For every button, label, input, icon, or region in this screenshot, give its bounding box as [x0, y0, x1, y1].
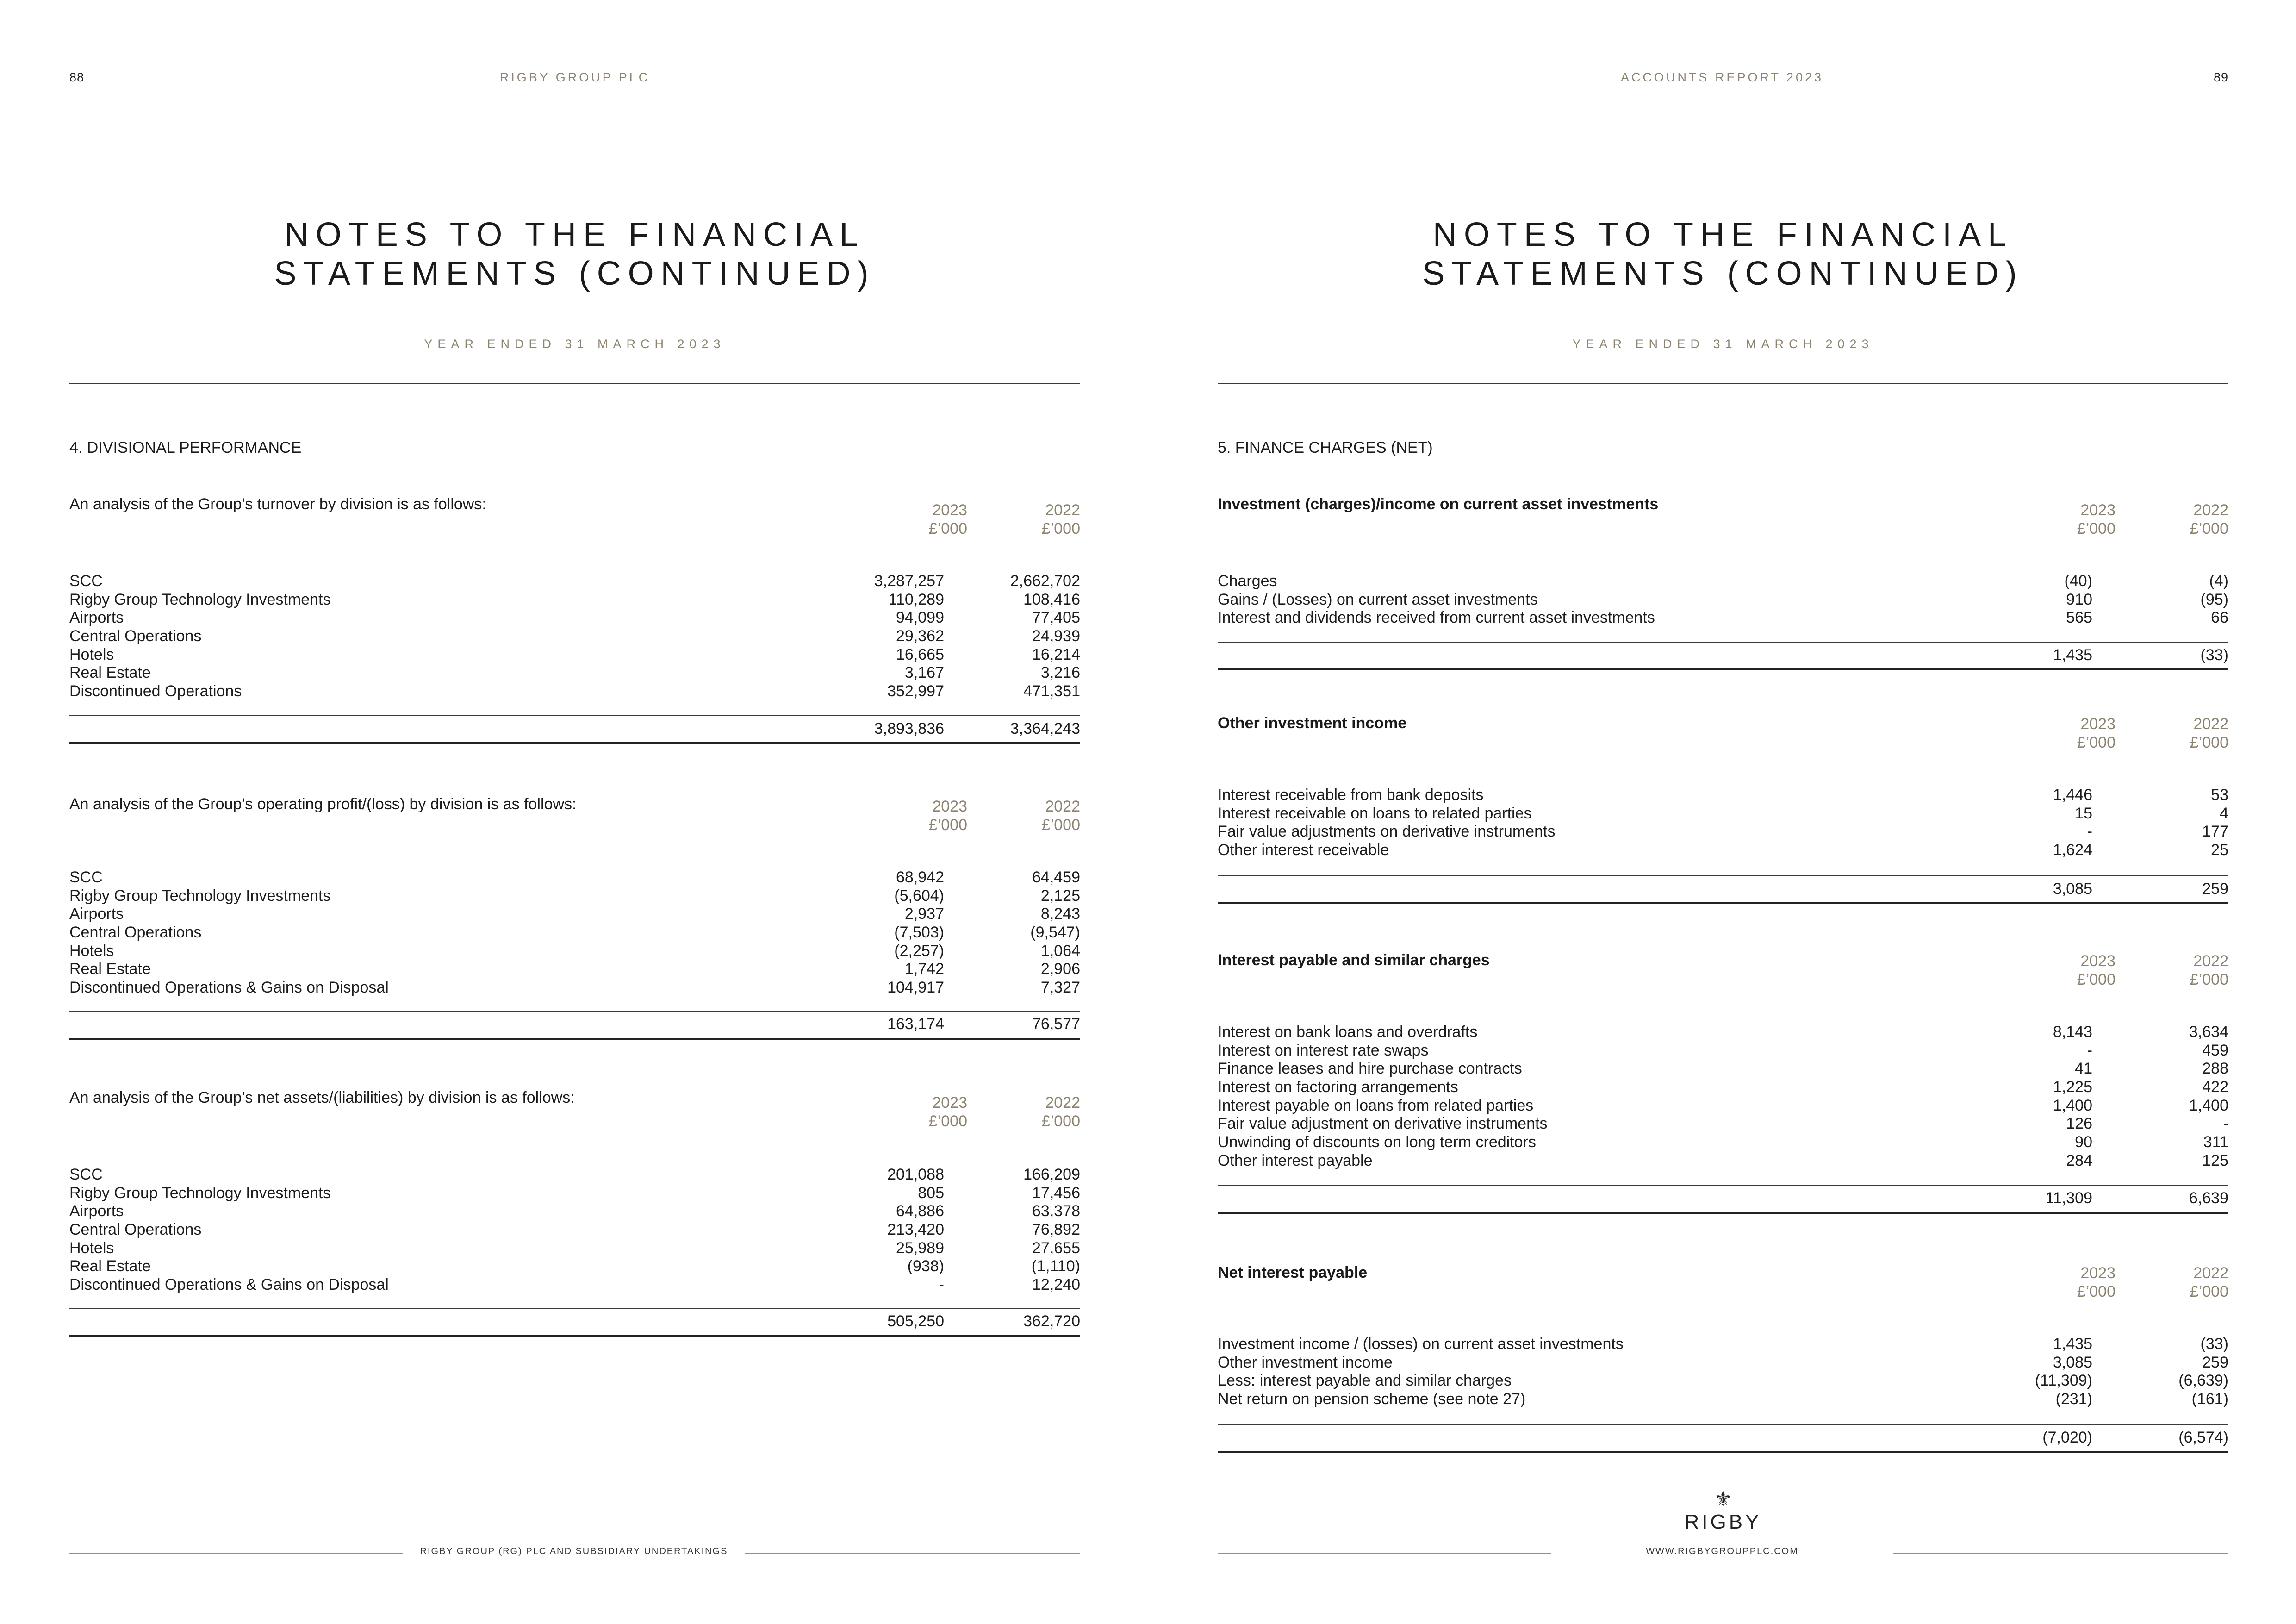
footer-rule-right [745, 1553, 1080, 1554]
column-year: 2022 [1045, 501, 1080, 519]
table-row [69, 960, 1080, 979]
column-header-2022 [2136, 1264, 2228, 1301]
value-2022: 3,216 [1040, 664, 1080, 682]
total-rule [1218, 902, 2228, 904]
column-unit: £’000 [2077, 971, 2116, 988]
value-2023: 2,937 [904, 905, 944, 923]
row-label: SCC [69, 868, 103, 886]
value-2022: - [2223, 1115, 2228, 1133]
row-label: Gains / (Losses) on current asset investments [1218, 590, 1538, 608]
total-2023: 1,435 [2053, 646, 2092, 664]
table-heading: Net interest payable [1218, 1264, 1368, 1281]
value-2023: 104,917 [887, 979, 944, 997]
total-2023: 3,085 [2053, 880, 2092, 898]
value-2022: 16,214 [1032, 645, 1080, 663]
column-header-2022 [2136, 501, 2228, 538]
value-2023: 3,167 [904, 664, 944, 682]
row-label: Rigby Group Technology Investments [69, 590, 331, 608]
value-2022: (33) [2200, 1335, 2228, 1353]
running-head: RIGBY GROUP PLC [499, 70, 650, 84]
table-row [69, 942, 1080, 961]
subtotal-rule [69, 1011, 1080, 1012]
value-2022: 2,125 [1040, 887, 1080, 905]
table-row [1218, 591, 2228, 609]
table-row [1218, 1078, 2228, 1097]
value-2022: 288 [2202, 1060, 2228, 1078]
value-2023: 3,085 [2053, 1353, 2092, 1371]
total-rule [1218, 668, 2228, 670]
column-unit: £’000 [2190, 734, 2228, 751]
table-total-row [1218, 1428, 2228, 1447]
column-header-2022 [2136, 715, 2228, 752]
value-2023: 1,446 [2053, 786, 2092, 804]
value-2023: 213,420 [887, 1221, 944, 1239]
column-year: 2023 [932, 501, 967, 519]
value-2023: 90 [2075, 1133, 2092, 1151]
column-header-2023 [2023, 1264, 2116, 1301]
row-label: Net return on pension scheme (see note 27) [1218, 1390, 1526, 1408]
table-total-row [69, 1312, 1080, 1330]
note-heading: 4. DIVISIONAL PERFORMANCE [69, 439, 302, 456]
value-2022: 63,378 [1032, 1202, 1080, 1220]
table-rows [1218, 786, 2228, 860]
value-2023: - [939, 1276, 944, 1294]
row-label: Rigby Group Technology Investments [69, 887, 331, 905]
table-row [69, 572, 1080, 591]
row-label: Other interest receivable [1218, 841, 1389, 859]
total-2023: 11,309 [2045, 1189, 2092, 1207]
value-2023: 29,362 [896, 627, 944, 645]
page-number: 88 [69, 70, 85, 84]
value-2022: (6,639) [2178, 1372, 2228, 1390]
column-header-2022 [2136, 952, 2228, 989]
row-label: Interest receivable from bank deposits [1218, 786, 1484, 804]
table-row [69, 887, 1080, 906]
row-label: Discontinued Operations & Gains on Disposal [69, 1276, 389, 1294]
column-unit: £’000 [928, 816, 967, 834]
value-2022: 53 [2211, 786, 2228, 804]
table-rows [1218, 572, 2228, 627]
value-2022: 1,400 [2189, 1096, 2228, 1114]
value-2023: 15 [2075, 804, 2092, 822]
value-2023: 41 [2075, 1060, 2092, 1078]
header-divider [1218, 383, 2228, 384]
row-label: Other interest payable [1218, 1151, 1373, 1169]
table-row [69, 609, 1080, 627]
table-intro: An analysis of the Group’s operating profit/(loss) by division is as follows: [69, 795, 577, 813]
table-row [69, 1239, 1080, 1258]
column-header-2022 [988, 797, 1080, 834]
value-2023: (2,257) [894, 942, 944, 960]
table-row [1218, 1060, 2228, 1078]
column-year: 2023 [932, 798, 967, 815]
value-2023: 201,088 [887, 1166, 944, 1183]
row-label: SCC [69, 1166, 103, 1183]
row-label: Discontinued Operations [69, 682, 242, 700]
value-2022: 66 [2211, 609, 2228, 627]
title-line-1: NOTES TO THE FINANCIAL [284, 216, 865, 253]
table-row [69, 1166, 1080, 1184]
table-row [1218, 1152, 2228, 1170]
row-label: Real Estate [69, 664, 151, 682]
total-rule [1218, 1212, 2228, 1214]
value-2022: 311 [2203, 1133, 2228, 1151]
row-label: Interest on bank loans and overdrafts [1218, 1023, 1478, 1041]
table-total-row [1218, 646, 2228, 664]
table-row [1218, 1115, 2228, 1133]
column-year: 2022 [2193, 501, 2228, 519]
column-unit: £’000 [1041, 520, 1080, 537]
value-2023: 910 [2066, 590, 2092, 608]
total-rule [69, 1335, 1080, 1337]
value-2022: 2,906 [1040, 960, 1080, 978]
table-row [1218, 572, 2228, 591]
value-2023: 1,624 [2053, 841, 2092, 859]
column-year: 2022 [2193, 952, 2228, 970]
title-line-2: STATEMENTS (CONTINUED) [274, 255, 876, 292]
page-title [1218, 215, 2228, 293]
column-header-2023 [2023, 952, 2116, 989]
total-2022: 76,577 [1032, 1015, 1080, 1033]
footer-website: WWW.RIGBYGROUPPLC.COM [1646, 1546, 1798, 1556]
value-2022: (9,547) [1030, 924, 1080, 942]
table-row [69, 868, 1080, 887]
table-row [69, 979, 1080, 997]
value-2023: 1,435 [2053, 1335, 2092, 1353]
row-label: Hotels [69, 1239, 114, 1257]
table-row [1218, 1354, 2228, 1372]
subtotal-rule [69, 1308, 1080, 1309]
value-2023: 25,989 [896, 1239, 944, 1257]
value-2022: (95) [2200, 590, 2228, 608]
table-row [69, 627, 1080, 646]
column-unit: £’000 [928, 520, 967, 537]
value-2023: (231) [2055, 1390, 2092, 1408]
rigby-logo [1640, 1488, 1806, 1534]
row-label: Interest on interest rate swaps [1218, 1041, 1429, 1059]
table-row [69, 1202, 1080, 1221]
total-rule [69, 742, 1080, 744]
table-row [1218, 1372, 2228, 1390]
total-2023: 505,250 [887, 1312, 944, 1330]
table-rows [69, 868, 1080, 997]
value-2022: 64,459 [1032, 868, 1080, 886]
column-unit: £’000 [2190, 520, 2228, 537]
row-label: Investment income / (losses) on current asset investments [1218, 1335, 1624, 1353]
table-row [69, 1276, 1080, 1294]
column-unit: £’000 [2077, 734, 2116, 751]
value-2022: 3,634 [2189, 1023, 2228, 1041]
value-2022: 2,662,702 [1010, 572, 1080, 590]
total-2022: (6,574) [2178, 1429, 2228, 1446]
table-rows [69, 572, 1080, 701]
table-row [1218, 1335, 2228, 1354]
footer-rule-right [1893, 1553, 2228, 1554]
column-unit: £’000 [2190, 1283, 2228, 1300]
table-row [69, 1184, 1080, 1203]
value-2022: 17,456 [1032, 1184, 1080, 1202]
title-line-2: STATEMENTS (CONTINUED) [1422, 255, 2024, 292]
column-unit: £’000 [2190, 971, 2228, 988]
subtotal-rule [1218, 642, 2228, 643]
column-header-2022 [988, 501, 1080, 538]
value-2022: 259 [2202, 1353, 2228, 1371]
logo-wordmark: RIGBY [1684, 1511, 1762, 1533]
table-row [1218, 1390, 2228, 1409]
column-header-2023 [875, 1093, 967, 1131]
column-year: 2022 [2193, 715, 2228, 733]
value-2022: 1,064 [1040, 942, 1080, 960]
column-header-2023 [875, 501, 967, 538]
value-2023: 565 [2066, 609, 2092, 627]
total-2023: 3,893,836 [874, 720, 944, 737]
total-2022: 259 [2202, 880, 2228, 898]
row-label: Other investment income [1218, 1353, 1393, 1371]
column-year: 2023 [2080, 1264, 2116, 1282]
value-2023: (938) [907, 1257, 944, 1275]
value-2023: (5,604) [894, 887, 944, 905]
total-2022: 3,364,243 [1010, 720, 1080, 737]
value-2022: 422 [2202, 1078, 2228, 1096]
table-row [69, 924, 1080, 942]
row-label: Central Operations [69, 1221, 202, 1239]
row-label: Unwinding of discounts on long term creditors [1218, 1133, 1536, 1151]
table-row [69, 591, 1080, 609]
column-unit: £’000 [2077, 520, 2116, 537]
value-2023: - [2087, 823, 2092, 841]
table-row [69, 664, 1080, 682]
row-label: Real Estate [69, 1257, 151, 1275]
right-page [1148, 0, 2296, 1624]
value-2023: 3,287,257 [874, 572, 944, 590]
table-row [69, 905, 1080, 924]
column-year: 2022 [1045, 1094, 1080, 1112]
row-label: Airports [69, 609, 124, 627]
value-2022: 25 [2211, 841, 2228, 859]
table-row [69, 682, 1080, 701]
value-2023: - [2087, 1041, 2092, 1059]
table-row [1218, 1042, 2228, 1060]
table-intro: An analysis of the Group’s turnover by division is as follows: [69, 495, 486, 513]
note-heading: 5. FINANCE CHARGES (NET) [1218, 439, 1433, 456]
value-2022: (4) [2209, 572, 2228, 590]
value-2023: (40) [2064, 572, 2092, 590]
row-label: Airports [69, 1202, 124, 1220]
row-label: SCC [69, 572, 103, 590]
value-2023: 110,289 [888, 590, 944, 608]
page-title [69, 215, 1080, 293]
running-head: ACCOUNTS REPORT 2023 [1620, 70, 1824, 84]
row-label: Hotels [69, 645, 114, 663]
page-number: 89 [2213, 70, 2228, 84]
row-label: Fair value adjustment on derivative instruments [1218, 1115, 1548, 1133]
value-2023: 1,400 [2053, 1096, 2092, 1114]
row-label: Interest payable on loans from related parties [1218, 1096, 1534, 1114]
table-intro: An analysis of the Group’s net assets/(liabilities) by division is as follows: [69, 1089, 575, 1106]
footer-rule-left [1218, 1553, 1551, 1554]
table-row [1218, 609, 2228, 627]
column-header-2023 [2023, 715, 2116, 752]
value-2022: 24,939 [1032, 627, 1080, 645]
value-2023: (11,309) [2035, 1372, 2092, 1390]
table-row [1218, 1023, 2228, 1042]
column-header-2023 [875, 797, 967, 834]
subtotal-rule [69, 715, 1080, 716]
column-year: 2023 [2080, 501, 2116, 519]
value-2022: 471,351 [1023, 682, 1080, 700]
table-rows [1218, 1335, 2228, 1409]
total-2022: 6,639 [2189, 1189, 2228, 1207]
column-header-2023 [2023, 501, 2116, 538]
subtotal-rule [1218, 1185, 2228, 1186]
fleur-de-lis-icon: ⚜ [1714, 1488, 1732, 1511]
value-2023: 126 [2066, 1115, 2092, 1133]
table-row [1218, 841, 2228, 860]
column-unit: £’000 [1041, 816, 1080, 834]
table-total-row [1218, 880, 2228, 898]
total-rule [69, 1038, 1080, 1040]
row-label: Hotels [69, 942, 114, 960]
value-2023: 94,099 [896, 609, 944, 627]
table-row [1218, 1097, 2228, 1115]
value-2022: 4 [2220, 804, 2228, 822]
value-2022: 108,416 [1023, 590, 1080, 608]
value-2023: 16,665 [896, 645, 944, 663]
column-year: 2023 [932, 1094, 967, 1112]
row-label: Charges [1218, 572, 1277, 590]
header-divider [69, 383, 1080, 384]
value-2022: 459 [2202, 1041, 2228, 1059]
table-heading: Interest payable and similar charges [1218, 951, 1490, 969]
column-header-2022 [988, 1093, 1080, 1131]
row-label: Finance leases and hire purchase contracts [1218, 1060, 1522, 1078]
value-2023: 1,742 [904, 960, 944, 978]
table-heading: Other investment income [1218, 714, 1407, 732]
title-line-1: NOTES TO THE FINANCIAL [1432, 216, 2014, 253]
row-label: Airports [69, 905, 124, 923]
row-label: Interest receivable on loans to related parties [1218, 804, 1532, 822]
column-year: 2023 [2080, 952, 2116, 970]
total-2022: 362,720 [1023, 1312, 1080, 1330]
footer-rule-left [69, 1553, 403, 1554]
row-label: Interest and dividends received from current asset investments [1218, 609, 1655, 627]
page-subtitle: YEAR ENDED 31 MARCH 2023 [1572, 337, 1874, 351]
footer-text: RIGBY GROUP (RG) PLC AND SUBSIDIARY UNDERTAKINGS [420, 1546, 728, 1556]
value-2023: 805 [918, 1184, 944, 1202]
value-2023: 284 [2066, 1151, 2092, 1169]
subtotal-rule [1218, 1424, 2228, 1425]
row-label: Central Operations [69, 924, 202, 942]
column-unit: £’000 [1041, 1112, 1080, 1130]
row-label: Fair value adjustments on derivative instruments [1218, 823, 1556, 841]
page-subtitle: YEAR ENDED 31 MARCH 2023 [424, 337, 726, 351]
table-row [69, 1257, 1080, 1276]
table-row [1218, 805, 2228, 823]
value-2022: 166,209 [1023, 1166, 1080, 1183]
table-total-row [69, 719, 1080, 738]
value-2023: 8,143 [2053, 1023, 2092, 1041]
table-total-row [1218, 1189, 2228, 1207]
value-2023: 352,997 [887, 682, 944, 700]
row-label: Real Estate [69, 960, 151, 978]
table-row [1218, 823, 2228, 841]
value-2022: 77,405 [1032, 609, 1080, 627]
value-2022: 76,892 [1032, 1221, 1080, 1239]
value-2022: 8,243 [1040, 905, 1080, 923]
column-unit: £’000 [928, 1112, 967, 1130]
total-2023: 163,174 [887, 1015, 944, 1033]
table-row [69, 1221, 1080, 1239]
subtotal-rule [1218, 875, 2228, 876]
table-rows [1218, 1023, 2228, 1170]
value-2022: 12,240 [1032, 1276, 1080, 1294]
row-label: Less: interest payable and similar charges [1218, 1372, 1512, 1390]
value-2023: 68,942 [896, 868, 944, 886]
table-row [69, 646, 1080, 664]
table-row [1218, 786, 2228, 805]
row-label: Interest on factoring arrangements [1218, 1078, 1458, 1096]
value-2022: 177 [2202, 823, 2228, 841]
value-2022: (161) [2191, 1390, 2228, 1408]
row-label: Rigby Group Technology Investments [69, 1184, 331, 1202]
table-total-row [69, 1015, 1080, 1033]
column-year: 2022 [2193, 1264, 2228, 1282]
column-unit: £’000 [2077, 1283, 2116, 1300]
value-2022: 125 [2202, 1151, 2228, 1169]
value-2022: 7,327 [1040, 979, 1080, 997]
table-rows [69, 1166, 1080, 1294]
value-2023: 64,886 [896, 1202, 944, 1220]
table-heading: Investment (charges)/income on current asset investments [1218, 495, 1659, 513]
total-rule [1218, 1451, 2228, 1453]
value-2023: (7,503) [894, 924, 944, 942]
value-2022: (1,110) [1031, 1257, 1080, 1275]
table-row [1218, 1133, 2228, 1152]
total-2022: (33) [2200, 646, 2228, 664]
row-label: Central Operations [69, 627, 202, 645]
row-label: Discontinued Operations & Gains on Disposal [69, 979, 389, 997]
column-year: 2023 [2080, 715, 2116, 733]
value-2023: 1,225 [2053, 1078, 2092, 1096]
value-2022: 27,655 [1032, 1239, 1080, 1257]
column-year: 2022 [1045, 798, 1080, 815]
total-2023: (7,020) [2042, 1429, 2092, 1446]
